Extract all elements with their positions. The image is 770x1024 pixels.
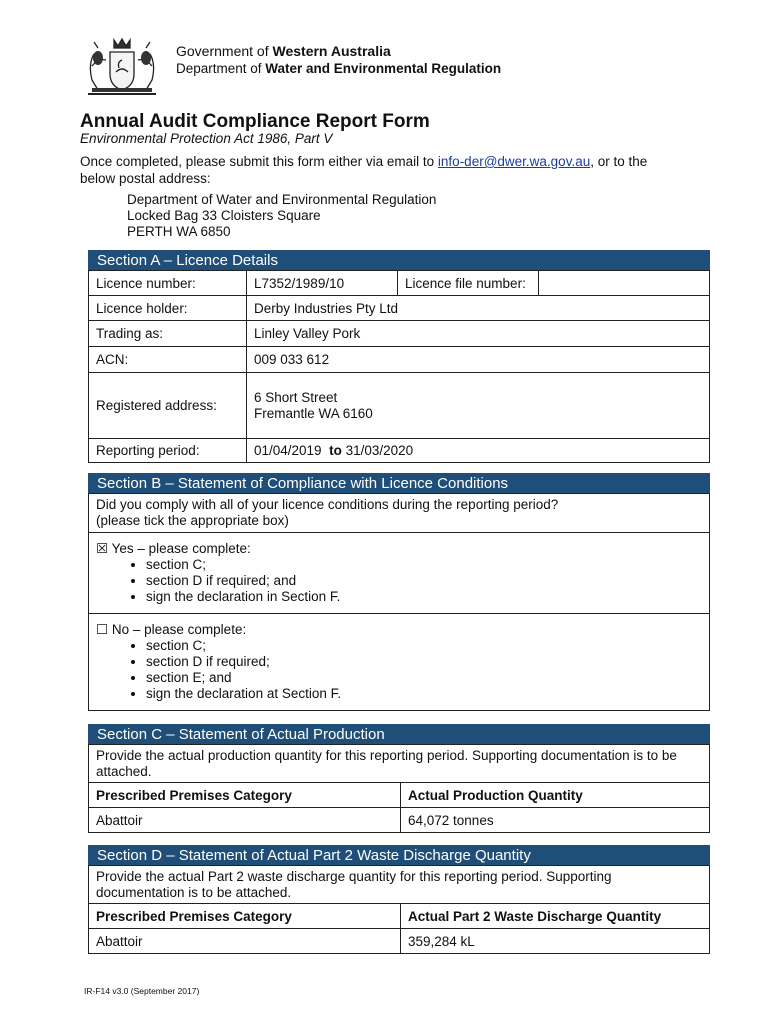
discharge-quantity-cell[interactable]: 359,284 kL <box>401 929 710 954</box>
address-line: Department of Water and Environmental Regulation <box>127 192 437 207</box>
section-c-header: Section C – Statement of Actual Production <box>88 724 710 744</box>
licence-number-field[interactable]: L7352/1989/10 <box>247 271 398 296</box>
address-line: Fremantle WA 6160 <box>254 405 373 421</box>
licence-number-label: Licence number: <box>89 271 247 296</box>
production-quantity-header: Actual Production Quantity <box>401 783 710 808</box>
category-header: Prescribed Premises Category <box>89 783 401 808</box>
dept-prefix: Department of <box>176 61 266 76</box>
coat-of-arms-icon <box>80 32 164 102</box>
licence-file-label: Licence file number: <box>398 271 539 296</box>
address-line: PERTH WA 6850 <box>127 224 231 239</box>
licence-holder-field[interactable]: Derby Industries Pty Ltd <box>247 296 710 321</box>
department-line <box>176 61 501 76</box>
no-checkbox[interactable]: ☐ <box>96 622 109 637</box>
list-item: • section C; <box>146 638 702 654</box>
no-steps <box>96 638 702 702</box>
yes-label: Yes – please complete: <box>111 541 251 556</box>
section-d-header: Section D – Statement of Actual Part 2 Waste Discharge Quantity <box>88 845 710 865</box>
yes-steps <box>96 557 702 605</box>
postal-address <box>127 192 436 240</box>
registered-address-label: Registered address: <box>89 373 247 439</box>
reporting-period-field[interactable] <box>247 439 710 463</box>
section-d-description: Provide the actual Part 2 waste discharge quantity for this reporting period. Supporting documentation is to be attached. <box>88 865 710 904</box>
submission-instructions <box>80 153 680 187</box>
list-item: • sign the declaration at Section F. <box>146 686 702 702</box>
yes-checkbox[interactable]: ☒ <box>96 541 109 556</box>
licence-file-field[interactable] <box>539 271 710 296</box>
section-a-header: Section A – Licence Details <box>88 250 710 270</box>
list-item: • section D if required; and <box>146 573 702 589</box>
email-link[interactable]: info-der@dwer.wa.gov.au <box>437 154 591 169</box>
form-subtitle: Environmental Protection Act 1986, Part V <box>80 131 333 146</box>
government-line <box>176 43 391 59</box>
period-from: 01/04/2019 <box>254 443 322 458</box>
licence-details-table <box>88 270 710 463</box>
reporting-period-label: Reporting period: <box>89 439 247 463</box>
list-item: • section D if required; <box>146 654 702 670</box>
waste-discharge-table <box>88 903 710 954</box>
compliance-question <box>88 493 710 533</box>
address-line: Locked Bag 33 Cloisters Square <box>127 208 321 223</box>
gov-prefix: Government of <box>176 43 273 59</box>
intro-text: Once completed, please submit this form either via email to <box>80 154 438 169</box>
instruction-text: (please tick the appropriate box) <box>96 513 289 528</box>
list-item: • section E; and <box>146 670 702 686</box>
category-header: Prescribed Premises Category <box>89 904 401 929</box>
acn-label: ACN: <box>89 347 247 373</box>
gov-name: Western Australia <box>272 43 391 59</box>
section-b-header: Section B – Statement of Compliance with Licence Conditions <box>88 473 710 493</box>
yes-option <box>88 532 710 614</box>
registered-address-field[interactable] <box>247 373 710 439</box>
intro-text-end: , or to the below postal address: <box>80 154 648 186</box>
acn-field[interactable]: 009 033 612 <box>247 347 710 373</box>
production-table <box>88 782 710 833</box>
category-cell[interactable]: Abattoir <box>89 808 401 833</box>
question-text: Did you comply with all of your licence conditions during the reporting period? <box>96 497 559 512</box>
no-label: No – please complete: <box>111 622 247 637</box>
list-item: • section C; <box>146 557 702 573</box>
period-to: 31/03/2020 <box>345 443 414 458</box>
section-c-description: Provide the actual production quantity for this reporting period. Supporting documentation is to be attached. <box>88 744 710 783</box>
form-title: Annual Audit Compliance Report Form <box>80 111 430 132</box>
discharge-quantity-header: Actual Part 2 Waste Discharge Quantity <box>401 904 710 929</box>
category-cell[interactable]: Abattoir <box>89 929 401 954</box>
dept-name: Water and Environmental Regulation <box>265 61 502 76</box>
no-option <box>88 613 710 711</box>
address-line: 6 Short Street <box>254 389 338 405</box>
trading-as-field[interactable]: Linley Valley Pork <box>247 321 710 347</box>
production-quantity-cell[interactable]: 64,072 tonnes <box>401 808 710 833</box>
list-item: • sign the declaration in Section F. <box>146 589 702 605</box>
form-version: IR-F14 v3.0 (September 2017) <box>84 986 200 996</box>
licence-holder-label: Licence holder: <box>89 296 247 321</box>
trading-as-label: Trading as: <box>89 321 247 347</box>
period-to-word: to <box>329 443 342 458</box>
